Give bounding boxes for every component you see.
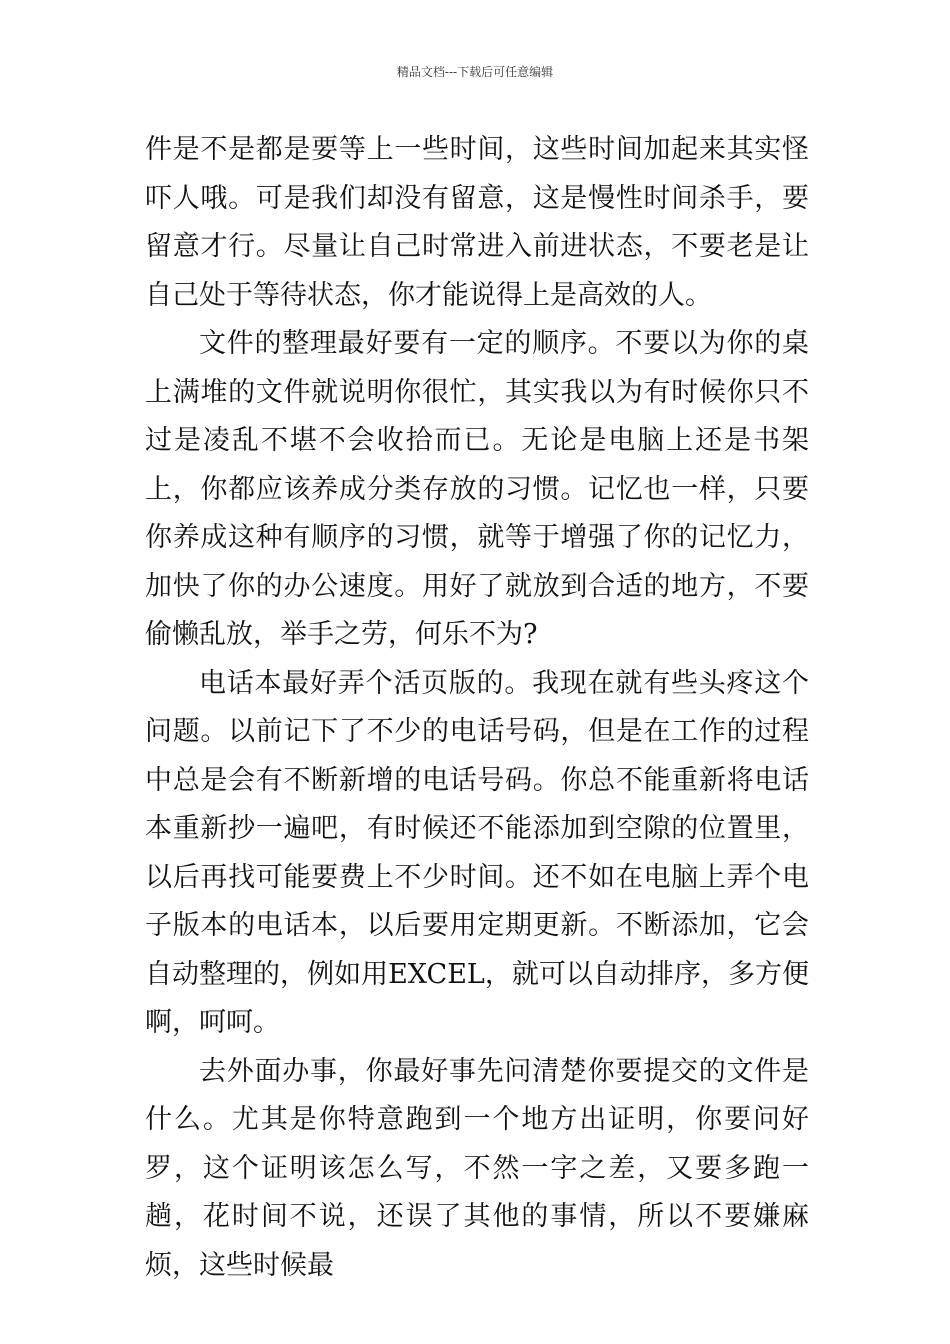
page-header: 精品文档---下载后可任意编辑 <box>396 65 554 79</box>
document-body <box>145 126 809 1290</box>
paragraph-continuation: 件是不是都是要等上一些时间，这些时间加起来其实怪吓人哦。可是我们却没有留意，这是慢性时间杀手，要留意才行。尽量让自己时常进入前进状态，不要老是让自己处于等待状态，你才能说得上是高效的人。 <box>145 134 809 311</box>
paragraph-file-organization: 文件的整理最好要有一定的顺序。不要以为你的桌上满堆的文件就说明你很忙，其实我以为有时候你只不过是凌乱不堪不会收拾而已。无论是电脑上还是书架上，你都应该养成分类存放的习惯。记忆也一样，只要你养成这种有顺序的习惯，就等于增强了你的记忆力，加快了你的办公速度。用好了就放到合适的地方，不要偷懒乱放，举手之劳，何乐不为? <box>145 328 809 650</box>
paragraph-errands: 去外面办事，你最好事先问清楚你要提交的文件是什么。尤其是你特意跑到一个地方出证明，你要问好罗，这个证明该怎么写，不然一字之差，又要多跑一趟，花时间不说，还误了其他的事情，所以不要嫌麻烦，这些时候最 <box>145 1055 809 1281</box>
paragraph-phone-book: 电话本最好弄个活页版的。我现在就有些头疼这个问题。以前记下了不少的电话号码，但是在工作的过程中总是会有不断新增的电话号码。你总不能重新将电话本重新抄一遍吧，有时候还不能添加到空隙的位置里，以后再找可能要费上不少时间。还不如在电脑上弄个电子版本的电话本，以后要用定期更新。不断添加，它会自动整理的，例如用EXCEL，就可以自动排序，多方便啊，呵呵。 <box>145 667 809 1038</box>
